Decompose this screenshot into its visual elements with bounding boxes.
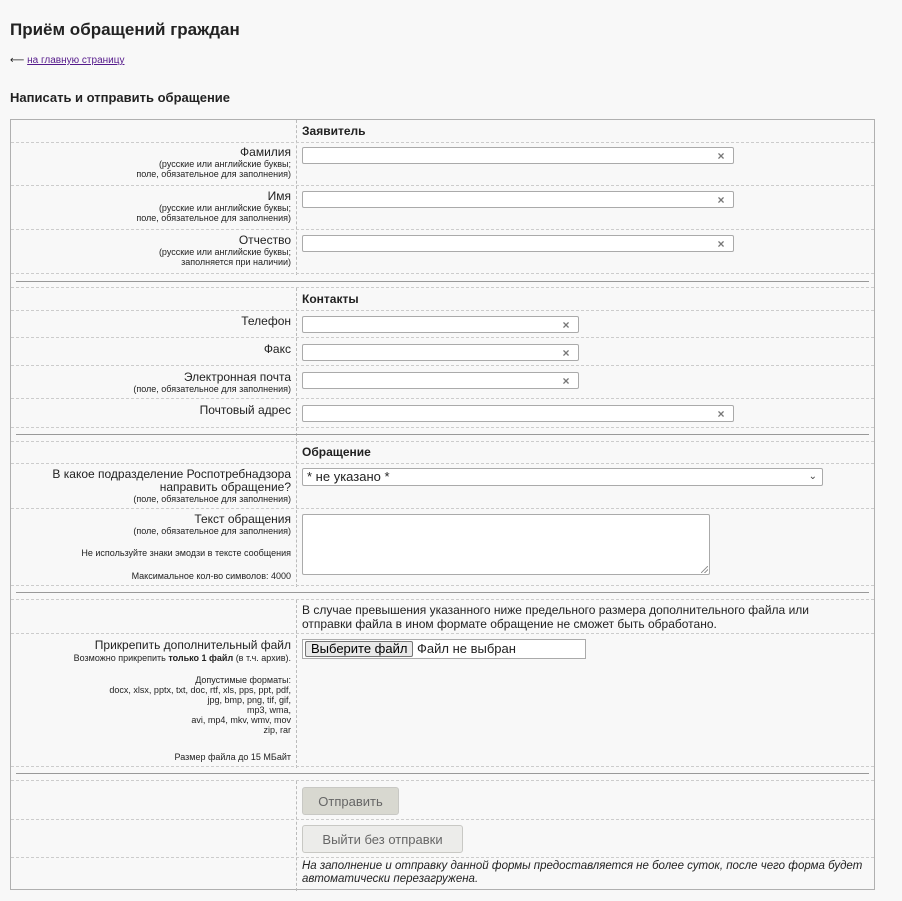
surname-label: Фамилия (русские или английские буквы; поле, обязательное для заполнения) [136, 145, 291, 179]
row-divider [11, 633, 874, 634]
department-select-value: * не указано * [307, 469, 390, 484]
clear-x-icon[interactable]: × [562, 374, 570, 388]
clear-x-icon[interactable]: × [717, 407, 725, 421]
row-divider [11, 766, 874, 767]
file-input [302, 639, 586, 659]
file-status: Файл не выбран [417, 641, 516, 656]
submit-button[interactable]: Отправить [302, 787, 399, 815]
patronymic-input[interactable] [302, 235, 734, 252]
row-divider [11, 365, 874, 366]
row-divider [11, 142, 874, 143]
phone-input[interactable] [302, 316, 579, 333]
section-separator [16, 773, 869, 774]
attachment-label: Прикрепить дополнительный файл [94, 638, 291, 652]
section-separator [16, 281, 869, 282]
fax-label: Факс [263, 342, 291, 356]
email-input[interactable] [302, 372, 579, 389]
row-divider [11, 585, 874, 586]
applicant-title: Заявитель [302, 124, 366, 138]
row-divider [11, 819, 874, 820]
attachment-limit: Возможно прикрепить только 1 файл (в т.ч. архив). [73, 653, 291, 663]
chevron-down-icon: ⌄ [808, 471, 817, 482]
footer-note: На заполнение и отправку данной формы предоставляется не более суток, после чего форма будет автоматически перезагружена. [302, 860, 863, 885]
row-divider [11, 463, 874, 464]
section-separator [16, 434, 869, 435]
phone-label: Телефон [241, 314, 291, 328]
page-title: Приём обращений граждан [10, 20, 240, 39]
clear-x-icon[interactable]: × [562, 318, 570, 332]
clear-x-icon[interactable]: × [717, 237, 725, 251]
section-title: Написать и отправить обращение [10, 90, 231, 105]
row-divider [11, 287, 874, 288]
clear-x-icon[interactable]: × [717, 149, 725, 163]
name-label: Имя (русские или английские буквы; поле, обязательное для заполнения) [136, 189, 291, 223]
row-divider [11, 229, 874, 230]
home-link[interactable]: на главную страницу [27, 55, 125, 66]
column-divider [296, 600, 297, 768]
section-separator [16, 592, 869, 593]
row-divider [11, 508, 874, 509]
row-divider [11, 857, 874, 858]
row-divider [11, 441, 874, 442]
row-divider [11, 398, 874, 399]
clear-x-icon[interactable]: × [562, 346, 570, 360]
text-label: Текст обращения (поле, обязательное для заполнения) [133, 512, 291, 536]
name-input[interactable] [302, 191, 734, 208]
back-link-container [10, 55, 124, 66]
row-divider [11, 185, 874, 186]
choose-file-button[interactable]: Выберите файл [305, 641, 413, 657]
email-label: Электронная почта (поле, обязательное для заполнения) [133, 370, 291, 394]
surname-input[interactable] [302, 147, 734, 164]
appeal-title: Обращение [302, 445, 371, 459]
address-input[interactable] [302, 405, 734, 422]
row-divider [11, 427, 874, 428]
emoji-note: Не используйте знаки эмодзи в тексте сообщения [81, 548, 291, 558]
address-label: Почтовый адрес [199, 403, 291, 417]
department-select[interactable] [302, 468, 823, 486]
file-size-limit: Размер файла до 15 МБайт [174, 752, 291, 762]
department-label: В какое подразделение Роспотребнадзора направить обращение? (поле, обязательное для заполнения) [52, 467, 291, 504]
back-arrow-icon: ⟵ [10, 55, 25, 66]
patronymic-label: Отчество (русские или английские буквы; заполняется при наличии) [158, 233, 291, 267]
column-divider [296, 781, 297, 891]
row-divider [11, 337, 874, 338]
contacts-title: Контакты [302, 292, 359, 306]
resize-grip-icon[interactable] [701, 566, 708, 573]
row-divider [11, 273, 874, 274]
row-divider [11, 780, 874, 781]
appeal-form [10, 119, 875, 890]
fax-input[interactable] [302, 344, 579, 361]
column-divider [296, 120, 297, 275]
appeal-text-input[interactable] [302, 514, 710, 575]
exit-without-sending-button[interactable]: Выйти без отправки [302, 825, 463, 853]
max-chars-note: Максимальное кол-во символов: 4000 [131, 571, 291, 581]
attachment-warning: В случае превышения указанного ниже предельного размера дополнительного файла или отправки файла в ином формате обращение не сможет быть обработано. [302, 603, 809, 631]
row-divider [11, 310, 874, 311]
row-divider [11, 599, 874, 600]
clear-x-icon[interactable]: × [717, 193, 725, 207]
allowed-formats: Допустимые форматы: docx, xlsx, pptx, txt, doc, rtf, xls, pps, ppt, pdf, jpg, bmp, png, tif, gif, mp3, wma, avi, mp4, mkv, wmv, mov zip, rar [109, 675, 291, 735]
